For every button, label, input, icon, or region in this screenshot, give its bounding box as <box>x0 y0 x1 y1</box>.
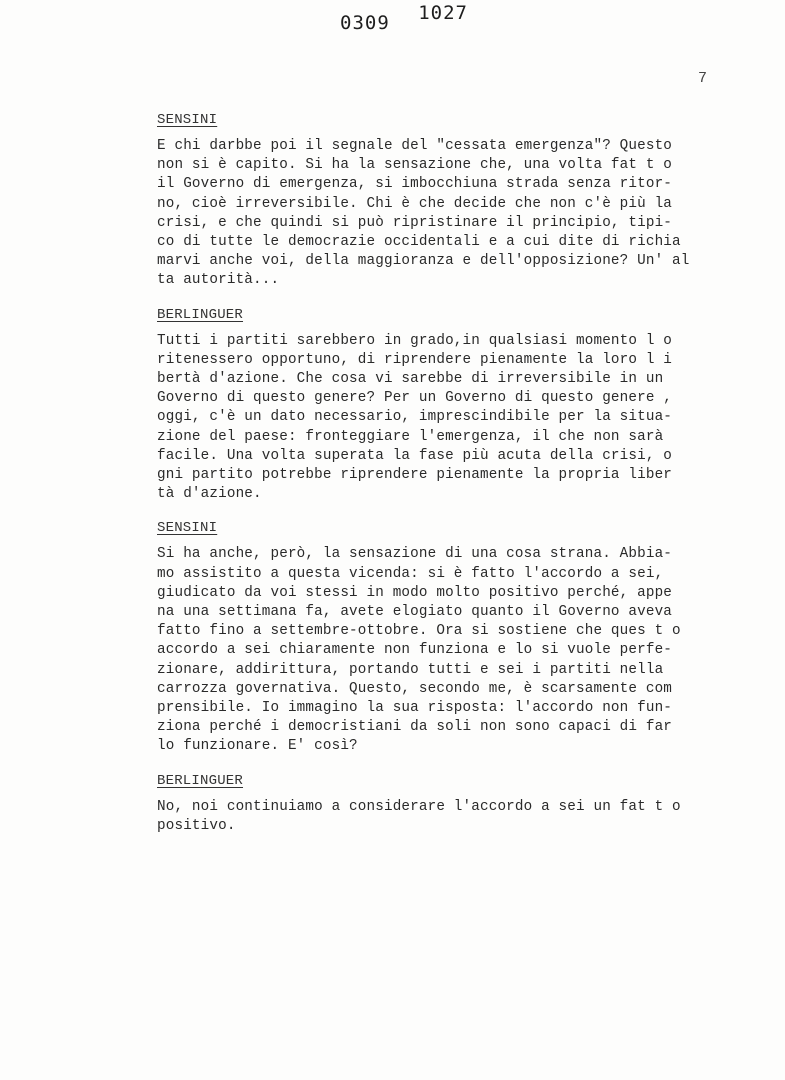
speech-text: Si ha anche, però, la sensazione di una cosa strana. Abbia- mo assistito a questa vicenda: si è fatto l'accordo a sei, giudicato da voi stessi in modo molto positivo perché, appe na una settimana fa, avete elogiato quanto il Governo aveva fatto fino a settembre-ottobre. Ora si sostiene che ques t o accordo a sei chiaramente non funziona e lo si vuole perfe- zionare, addirittura, portando tutti e sei i partiti nella carrozza governativa. Questo, secondo me, è scarsamente com prensibile. Io immagino la sua risposta: l'accordo non fun- ziona perché i democristiani da soli non sono capaci di far lo funzionare. E' così? <box>157 546 681 755</box>
page-number: 7 <box>698 70 708 87</box>
transcript-section-3 <box>157 520 717 756</box>
speaker-label-berlinguer: BERLINGUER <box>157 306 244 323</box>
speaker-label-berlinguer: BERLINGUER <box>157 772 244 789</box>
transcript-section-1 <box>157 112 717 291</box>
interview-transcript <box>157 112 717 852</box>
speaker-label-sensini: SENSINI <box>157 520 218 537</box>
speech-text: E chi darbbe poi il segnale del "cessata emergenza"? Questo non si è capito. Si ha la sensazione che, una volta fat t o il Governo di emergenza, si imbocchiuna strada senza ritor- no, cioè irreversibile. Chi è che decide che non c'è più la crisi, e che quindi si può ripristinare il principio, tipi- co di tutte le democrazie occidentali e a cui dite di richia marvi anche voi, della maggioranza e dell'opposizione? Un' al ta autorità... <box>157 138 690 289</box>
archive-number-secondary: 1027 <box>418 2 468 24</box>
transcript-section-4 <box>157 773 717 836</box>
speech-text: No, noi continuiamo a considerare l'accordo a sei un fat t o positivo. <box>157 798 681 834</box>
speech-text: Tutti i partiti sarebbero in grado,in qualsiasi momento l o ritenessero opportuno, di riprendere pienamente la loro l i bertà d'azione. Che cosa vi sarebbe di irreversibile in un Governo di questo genere? Per un Governo di questo genere , oggi, c'è un dato necessario, imprescindibile per la situa- zione del paese: fronteggiare l'emergenza, il che non sarà facile. Una volta superata la fase più acuta della crisi, o gni partito potrebbe riprendere pienamente la propria liber tà d'azione. <box>157 332 673 503</box>
archive-number-primary: 0309 <box>340 12 390 34</box>
speaker-label-sensini: SENSINI <box>157 112 218 128</box>
archive-stamp-numbers <box>340 2 468 34</box>
transcript-section-2 <box>157 307 717 505</box>
